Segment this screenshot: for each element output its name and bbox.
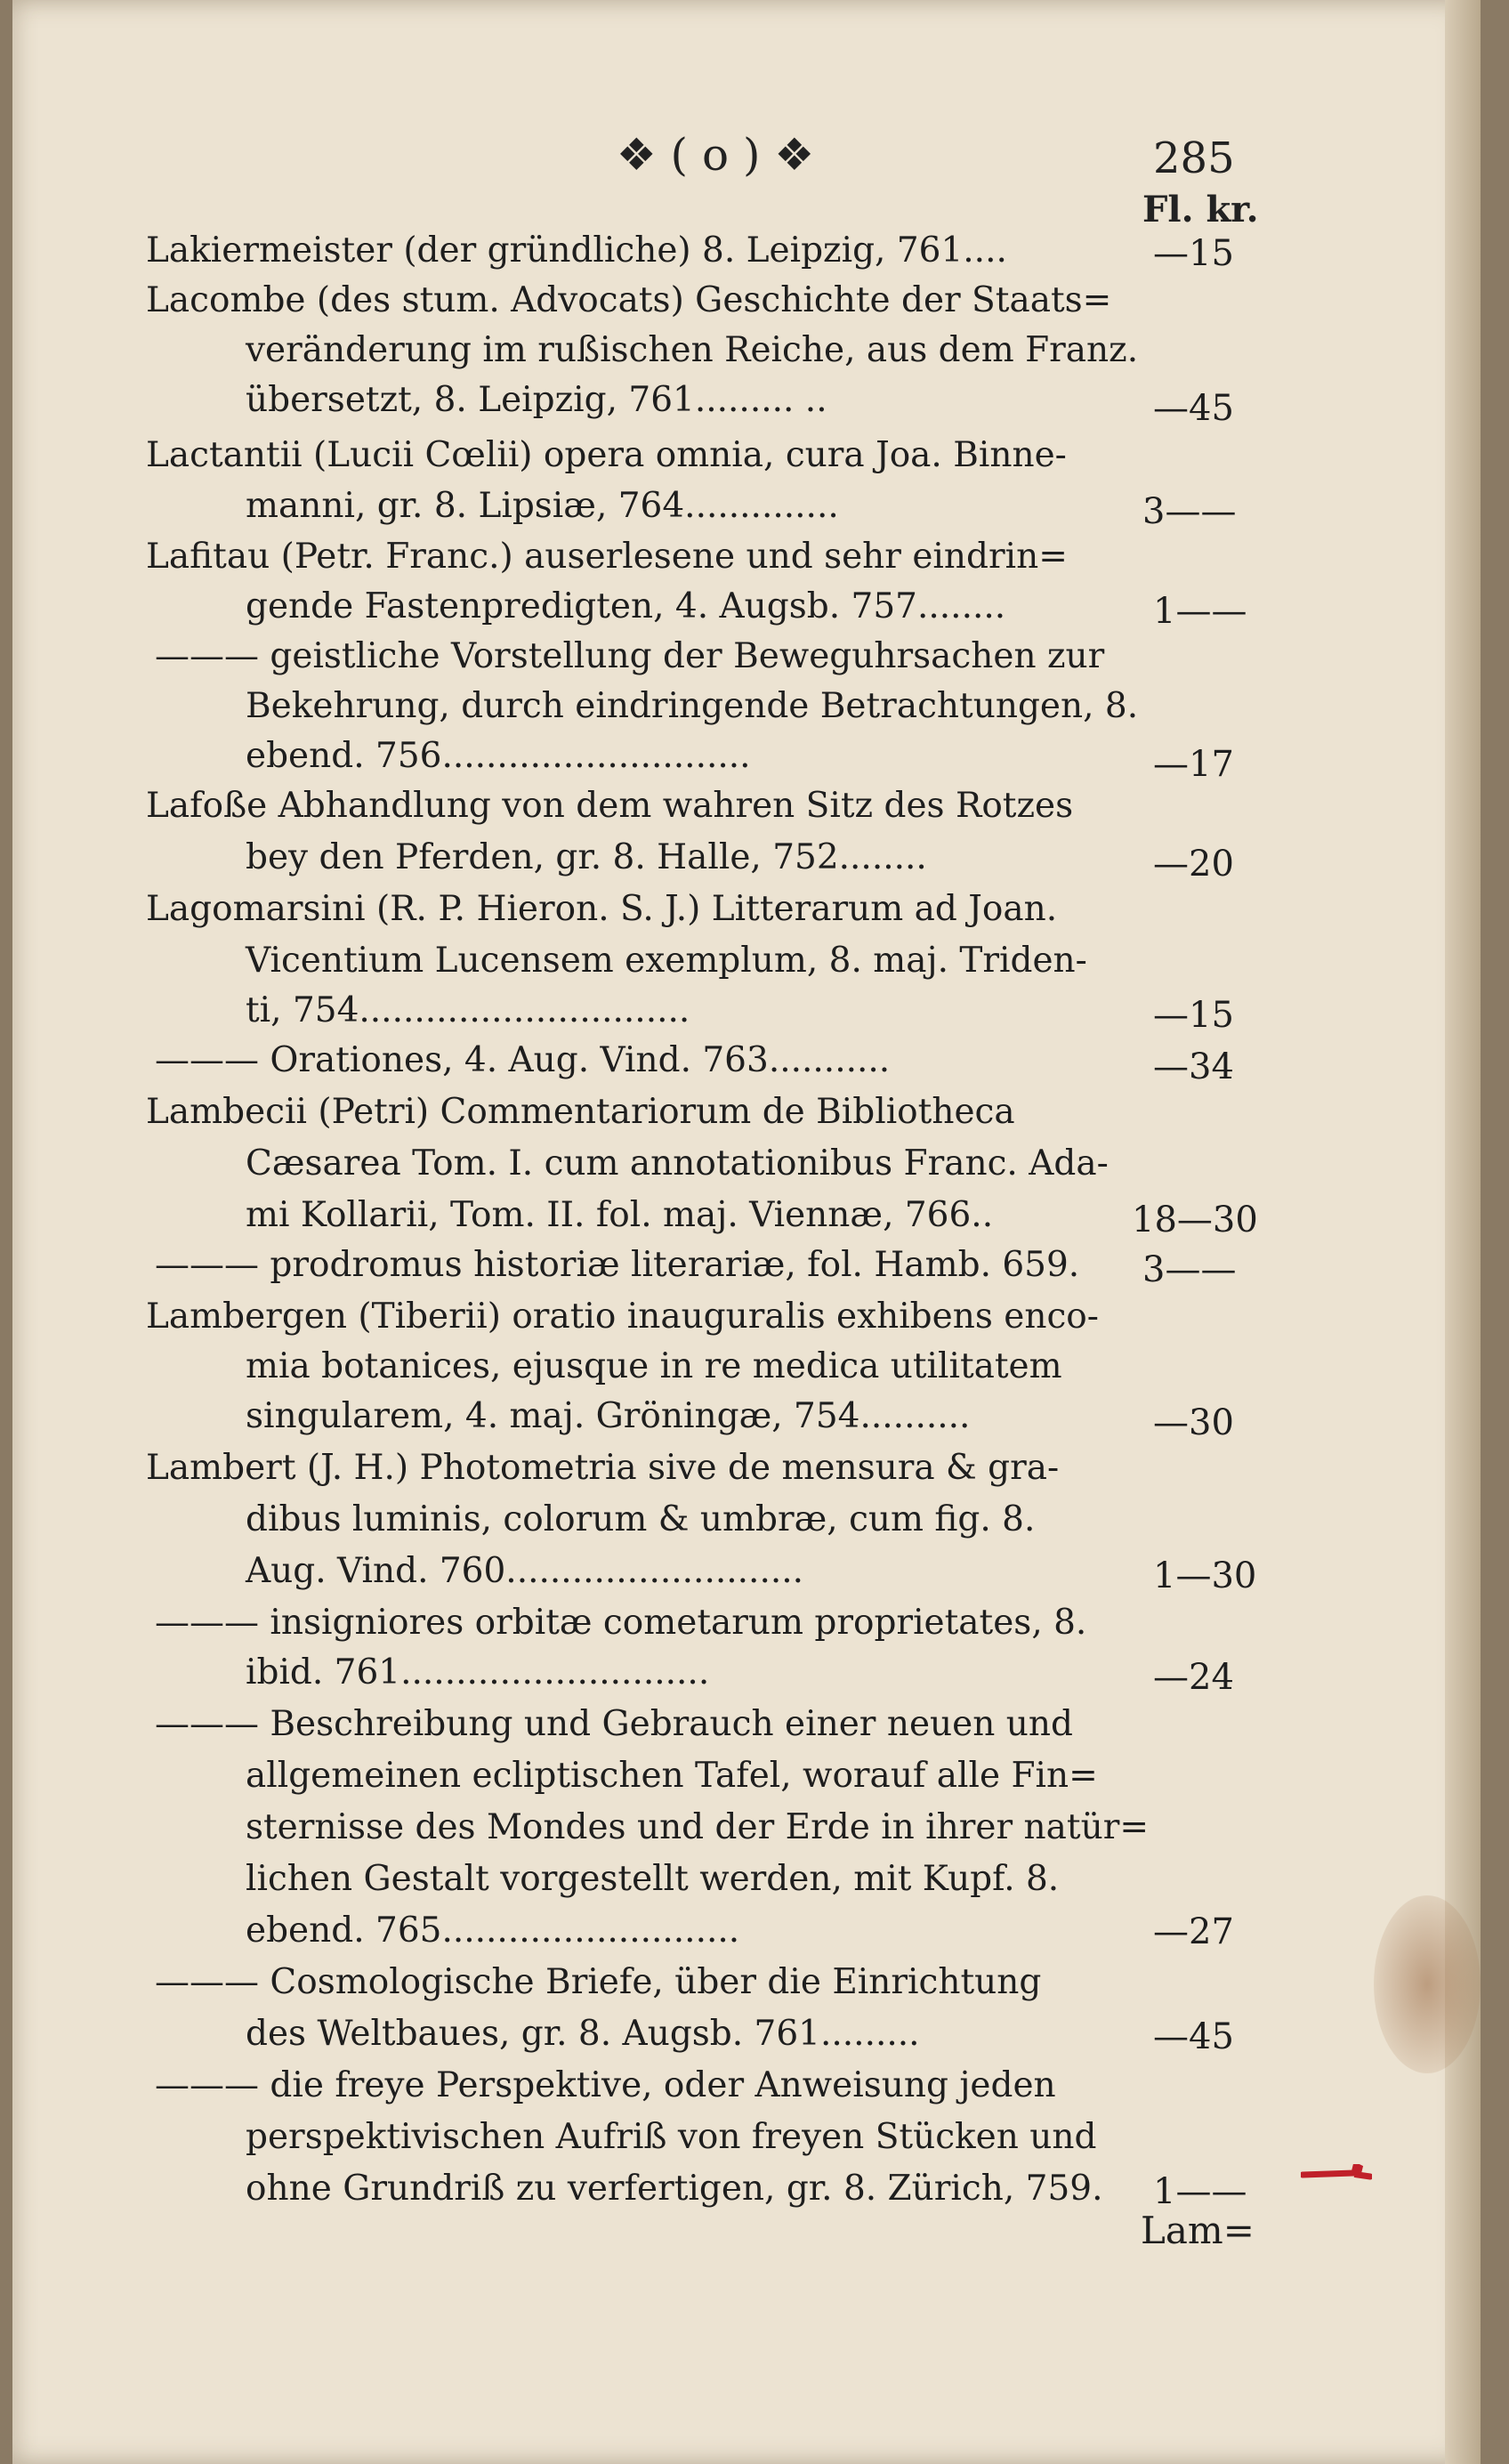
catalog-line: Lactantii (Lucii Cœlii) opera omnia, cura Joa. Binne- [146,435,1067,475]
catalog-line: ebend. 756............................ [246,736,751,776]
catalog-line: manni, gr. 8. Lipsiæ, 764.............. [246,486,839,526]
catalog-line: Lambecii (Petri) Commentariorum de Bibliotheca [146,1092,1015,1132]
catalog-line: Lagomarsini (R. P. Hieron. S. J.) Litterarum ad Joan. [146,889,1058,929]
catalog-line: Lafoße Abhandlung von dem wahren Sitz des Rotzes [146,786,1074,826]
catalog-line: Lafitau (Petr. Franc.) auserlesene und sehr eindrin= [146,537,1068,577]
catalog-line: mia botanices, ejusque in re medica utilitatem [246,1346,1062,1386]
catchword: Lam= [1141,2209,1255,2252]
catalog-line: singularem, 4. maj. Gröningæ, 754.......... [246,1396,971,1436]
price: 1—— [1153,591,1247,632]
catalog-line: Lakiermeister (der gründliche) 8. Leipzig, 761.... [146,230,1007,271]
catalog-line: ebend. 765........................... [246,1911,740,1951]
book-page [12,0,1481,2464]
price: 18—30 [1132,1200,1258,1240]
red-ink-mark [1301,2164,1372,2184]
price: —30 [1153,1402,1234,1443]
catalog-line: ——— prodromus historiæ literariæ, fol. Hamb. 659. [155,1245,1080,1285]
price: 3—— [1142,1249,1237,1290]
price: —17 [1153,744,1234,785]
catalog-line: ——— Cosmologische Briefe, über die Einrichtung [155,1962,1042,2002]
catalog-line: ti, 754.............................. [246,990,690,1030]
catalog-line: des Weltbaues, gr. 8. Augsb. 761......... [246,2014,920,2054]
price: —20 [1153,844,1234,885]
catalog-line: bey den Pferden, gr. 8. Halle, 752........ [246,837,927,877]
catalog-line: ——— die freye Perspektive, oder Anweisung jeden [155,2065,1056,2105]
catalog-line: Bekehrung, durch eindringende Betrachtungen, 8. [246,686,1139,726]
price: —45 [1153,388,1234,429]
catalog-line: ibid. 761............................ [246,1652,710,1692]
price: —24 [1153,1657,1234,1698]
catalog-line: allgemeinen ecliptischen Tafel, worauf alle Fin= [246,1756,1098,1796]
price: 3—— [1142,491,1237,532]
catalog-line: mi Kollarii, Tom. II. fol. maj. Viennæ, 766.. [246,1195,994,1235]
catalog-line: lichen Gestalt vorgestellt werden, mit Kupf. 8. [246,1859,1060,1899]
price: —34 [1153,1046,1234,1087]
catalog-line: veränderung im rußischen Reiche, aus dem Franz. [246,330,1139,370]
page-edge [1445,0,1481,2464]
catalog-line: ——— Orationes, 4. Aug. Vind. 763........... [155,1040,891,1080]
price: —15 [1153,995,1234,1036]
catalog-line: Lacombe (des stum. Advocats) Geschichte der Staats= [146,280,1112,320]
header-ornament: ❖ ( o ) ❖ [616,129,815,181]
price: —45 [1153,2016,1234,2057]
price: 1—— [1153,2171,1247,2212]
price: 1—30 [1153,1555,1257,1596]
price: —27 [1153,1911,1234,1952]
catalog-line: gende Fastenpredigten, 4. Augsb. 757........ [246,586,1006,626]
water-stain [1374,1895,1481,2073]
catalog-line: Lambert (J. H.) Photometria sive de mensura & gra- [146,1448,1060,1488]
catalog-line: ohne Grundriß zu verfertigen, gr. 8. Zürich, 759. [246,2169,1103,2209]
catalog-line: ——— insigniores orbitæ cometarum proprietates, 8. [155,1603,1087,1643]
catalog-line: Lambergen (Tiberii) oratio inauguralis exhibens enco- [146,1297,1099,1337]
catalog-line: dibus luminis, colorum & umbræ, cum fig. 8. [246,1499,1036,1539]
catalog-line: Vicentium Lucensem exemplum, 8. maj. Triden- [246,941,1087,981]
catalog-line: ——— geistliche Vorstellung der Beweguhrsachen zur [155,636,1105,676]
catalog-line: übersetzt, 8. Leipzig, 761......... .. [246,380,827,420]
catalog-line: perspektivischen Aufriß von freyen Stücken und [246,2117,1097,2157]
catalog-line: sternisse des Mondes und der Erde in ihrer natür= [246,1807,1150,1847]
currency-columns: Fl. kr. [1142,189,1259,230]
catalog-line: Aug. Vind. 760........................... [246,1551,804,1591]
catalog-line: Cæsarea Tom. I. cum annotationibus Franc. Ada- [246,1143,1109,1184]
price: —15 [1153,233,1234,274]
catalog-line: ——— Beschreibung und Gebrauch einer neuen und [155,1704,1073,1744]
page-number: 285 [1153,133,1235,183]
